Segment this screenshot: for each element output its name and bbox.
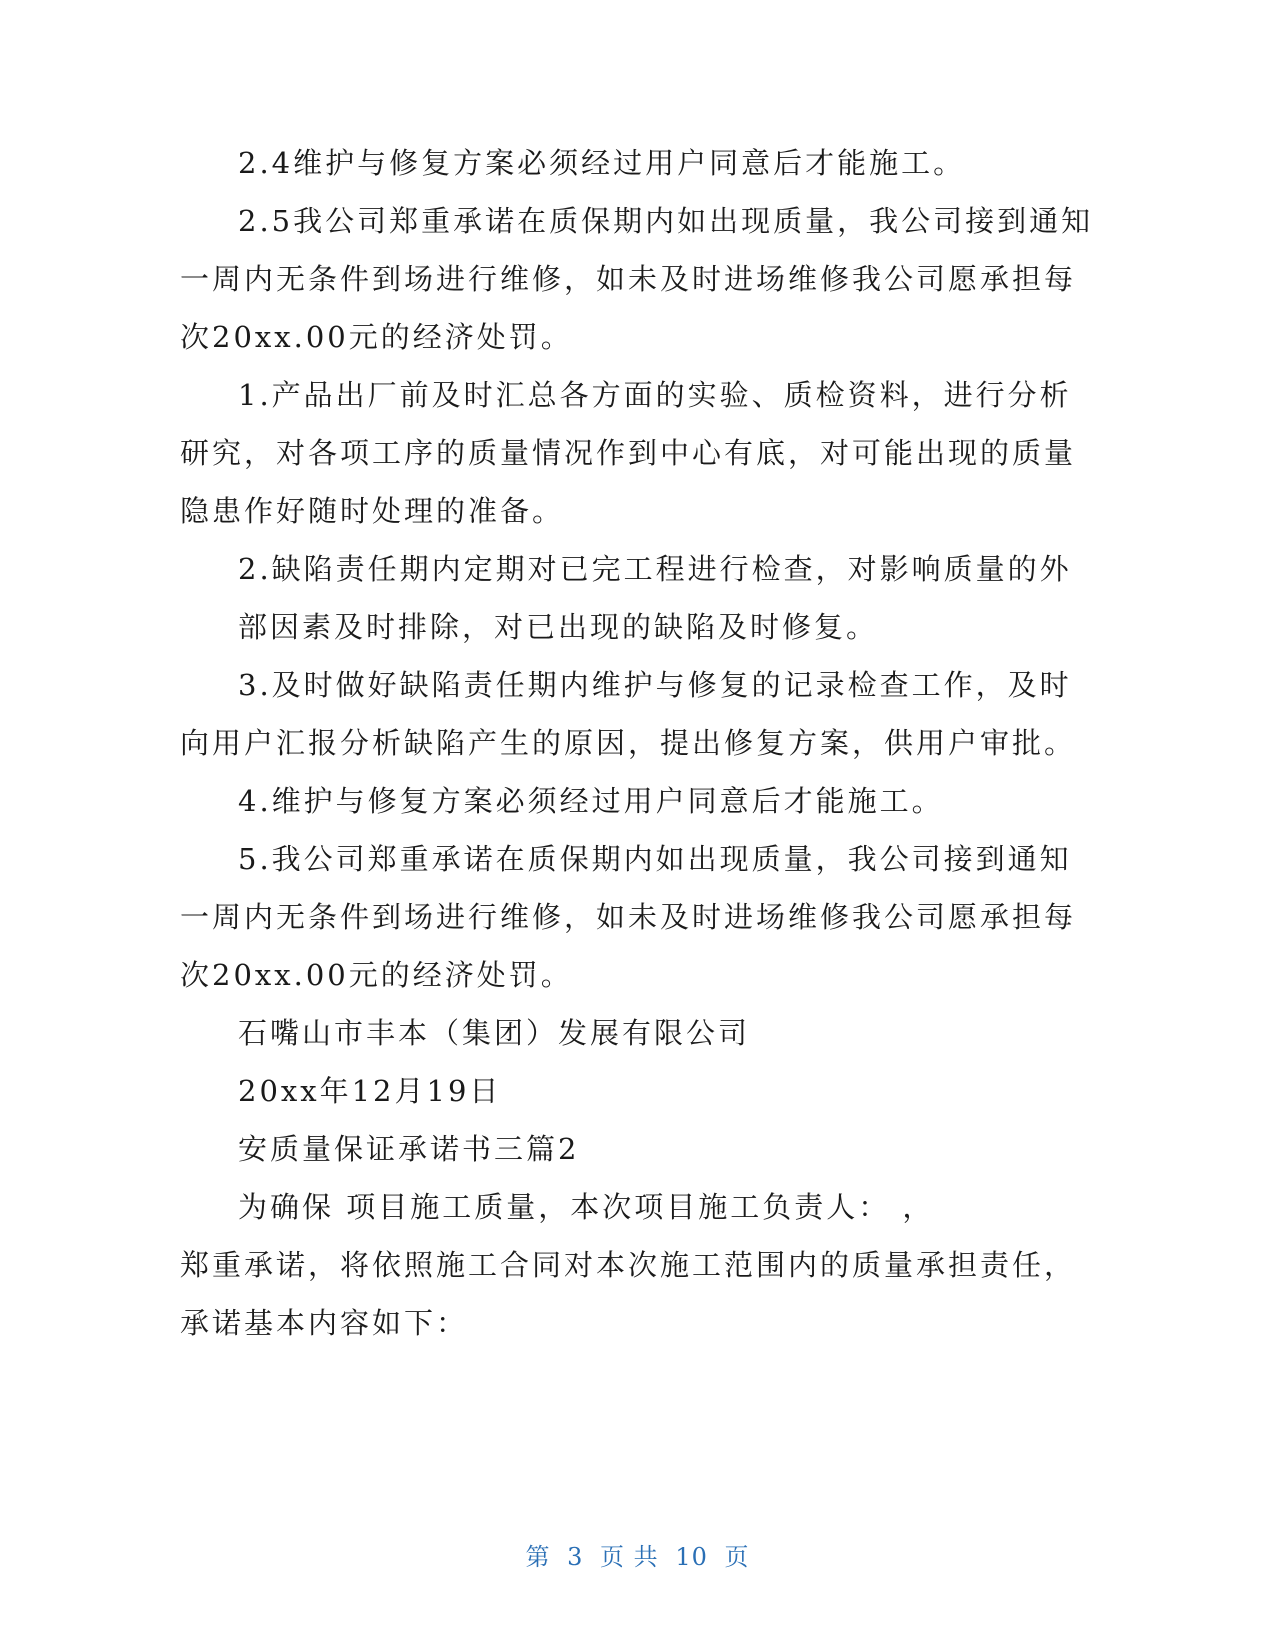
current-page-number: 3	[567, 1543, 584, 1571]
paragraph-line: 一周内无条件到场进行维修，如未及时进场维修我公司愿承担每	[180, 900, 1077, 934]
paragraph-line: 2.缺陷责任期内定期对已完工程进行检查，对影响质量的外	[238, 552, 1072, 586]
paragraph-line: 3.及时做好缺陷责任期内维护与修复的记录检查工作，及时	[238, 668, 1072, 702]
paragraph-line: 承诺基本内容如下：	[180, 1306, 469, 1340]
paragraph-line: 2.5我公司郑重承诺在质保期内如出现质量，我公司接到通知	[238, 204, 1094, 238]
paragraph-line: 次20xx.00元的经济处罚。	[180, 320, 573, 354]
paragraph-line: 部因素及时排除，对已出现的缺陷及时修复。	[238, 610, 879, 644]
paragraph-line: 5.我公司郑重承诺在质保期内如出现质量，我公司接到通知	[238, 842, 1072, 876]
footer-suffix: 页	[724, 1543, 750, 1571]
paragraph-line: 研究，对各项工序的质量情况作到中心有底，对可能出现的质量	[180, 436, 1077, 470]
footer-middle: 页 共	[600, 1543, 659, 1571]
paragraph-line: 为确保 项目施工质量，本次项目施工负责人： ，	[238, 1190, 935, 1224]
paragraph-line: 1.产品出厂前及时汇总各方面的实验、质检资料，进行分析	[238, 378, 1072, 412]
total-page-count: 10	[675, 1543, 708, 1571]
footer-prefix: 第	[525, 1543, 551, 1571]
date-line: 20xx年12月19日	[238, 1074, 502, 1108]
paragraph-line: 隐患作好随时处理的准备。	[180, 494, 565, 528]
paragraph-line: 一周内无条件到场进行维修，如未及时进场维修我公司愿承担每	[180, 262, 1077, 296]
company-name: 石嘴山市丰本（集团）发展有限公司	[238, 1016, 751, 1050]
page-footer	[0, 1542, 1275, 1572]
paragraph-line: 4.维护与修复方案必须经过用户同意后才能施工。	[238, 784, 944, 818]
paragraph-line: 次20xx.00元的经济处罚。	[180, 958, 573, 992]
paragraph-line: 2.4维护与修复方案必须经过用户同意后才能施工。	[238, 146, 966, 180]
paragraph-line: 向用户汇报分析缺陷产生的原因，提出修复方案，供用户审批。	[180, 726, 1077, 760]
paragraph-line: 郑重承诺，将依照施工合同对本次施工范围内的质量承担责任，	[180, 1248, 1077, 1282]
section-title: 安质量保证承诺书三篇2	[238, 1132, 580, 1166]
